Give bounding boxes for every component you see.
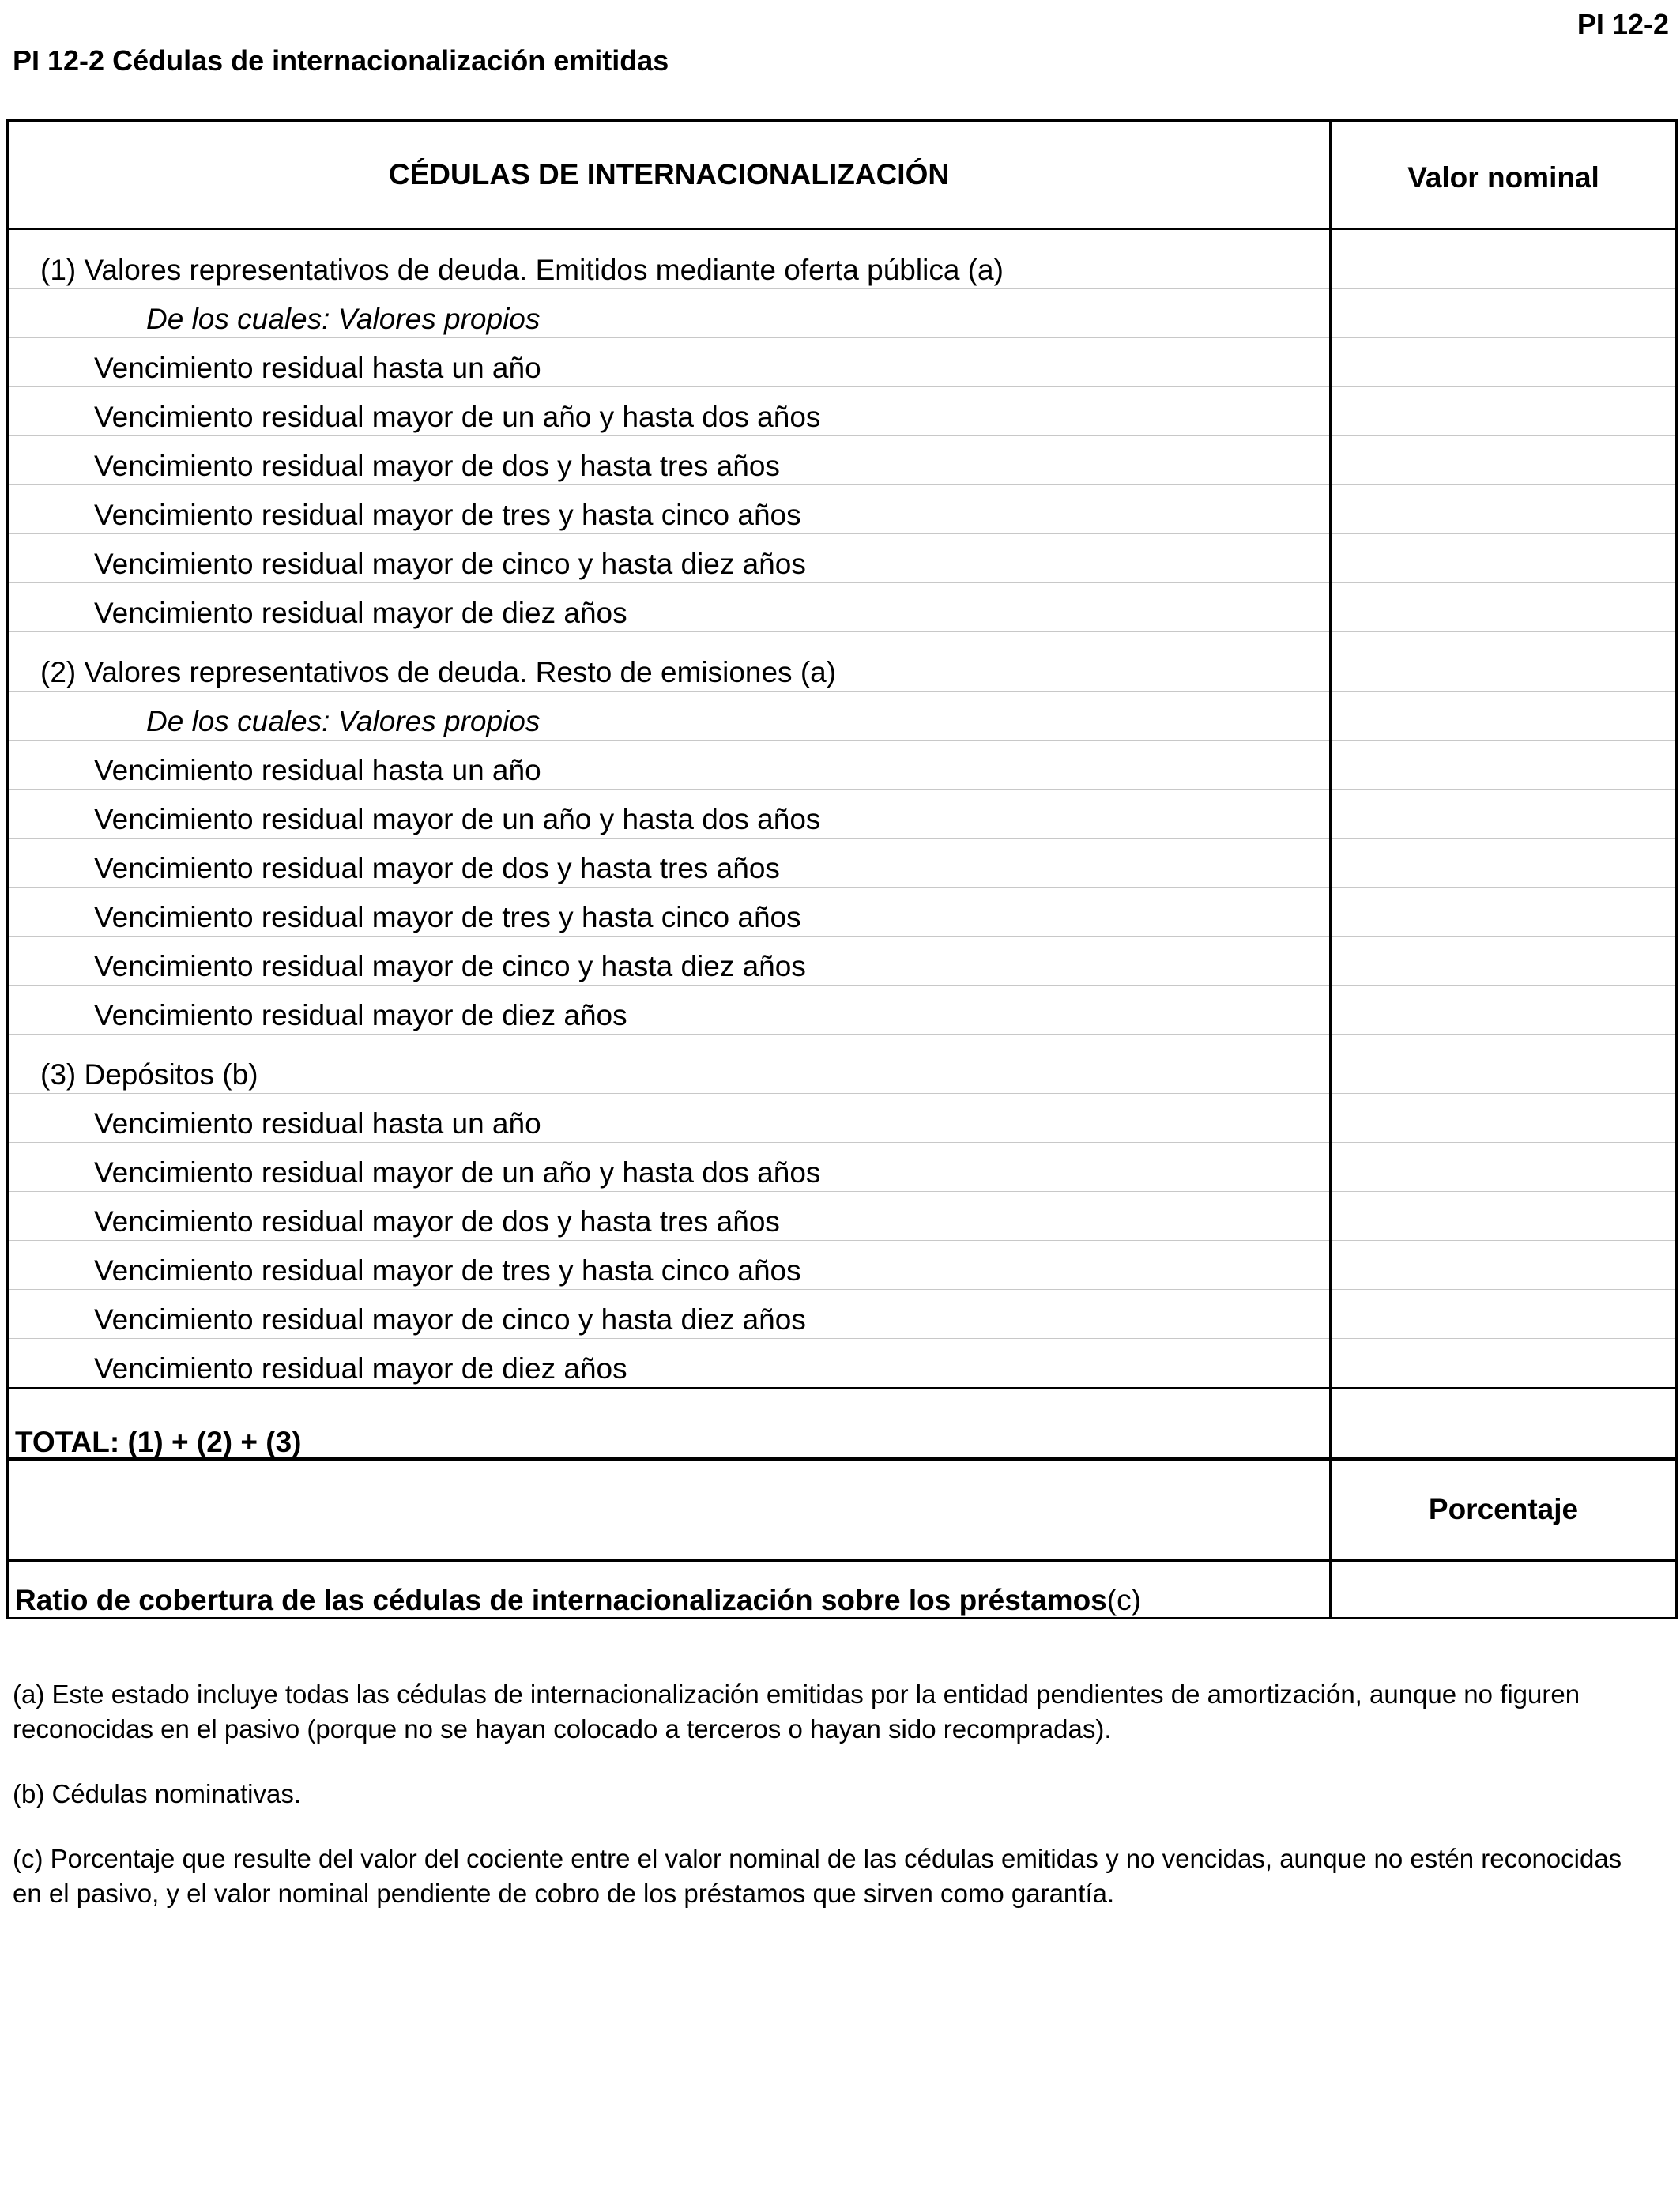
maturity-row-label: Vencimiento residual mayor de tres y hasta cinco años [8,485,1331,534]
table-row [8,485,1677,534]
footnote-a: (a) Este estado incluye todas las cédulas de internacionalización emitidas por la entidad pendientes de amortización, aunque no figuren reconocidas en el pasivo (porque no se hayan colocado a terceros o hayan sido recompradas). [13,1679,1580,1744]
valor-nominal-cell[interactable] [1331,1192,1677,1241]
valor-nominal-cell[interactable] [1331,1290,1677,1339]
table-row [8,1143,1677,1192]
cedulas-table [6,119,1678,1461]
valor-nominal-cell[interactable] [1331,632,1677,692]
valor-nominal-cell[interactable] [1331,1094,1677,1143]
maturity-row-label: Vencimiento residual mayor de dos y hasta tres años [8,839,1331,888]
column-header-valor-nominal: Valor nominal [1331,121,1677,229]
table-row [8,1290,1677,1339]
valor-nominal-cell[interactable] [1331,534,1677,583]
ratio-label [8,1561,1331,1619]
valor-nominal-cell[interactable] [1331,790,1677,839]
table-row [8,583,1677,632]
section-heading: (2) Valores representativos de deuda. Resto de emisiones (a) [8,632,1331,692]
table-row [8,741,1677,790]
table-row [8,338,1677,387]
column-header-porcentaje: Porcentaje [1331,1459,1677,1561]
table-row [8,534,1677,583]
valor-nominal-cell[interactable] [1331,888,1677,937]
maturity-row-label: Vencimiento residual mayor de dos y hasta tres años [8,436,1331,485]
total-row [8,1389,1677,1461]
ratio-header-empty [8,1459,1331,1561]
valor-nominal-cell[interactable] [1331,692,1677,741]
table-row [8,1241,1677,1290]
total-value-cell[interactable] [1331,1389,1677,1461]
column-header-cedulas: CÉDULAS DE INTERNACIONALIZACIÓN [8,121,1331,229]
valor-nominal-cell[interactable] [1331,1143,1677,1192]
table-row [8,986,1677,1035]
valor-nominal-cell[interactable] [1331,289,1677,338]
valor-nominal-cell[interactable] [1331,1339,1677,1389]
maturity-row-label: Vencimiento residual mayor de tres y hasta cinco años [8,888,1331,937]
maturity-row-label: Vencimiento residual mayor de un año y hasta dos años [8,790,1331,839]
table-row [8,1339,1677,1389]
maturity-row-label: Vencimiento residual mayor de cinco y hasta diez años [8,1290,1331,1339]
table-row [8,888,1677,937]
valor-nominal-cell[interactable] [1331,937,1677,986]
ratio-table [6,1457,1678,1619]
maturity-row-label: Vencimiento residual mayor de cinco y hasta diez años [8,534,1331,583]
page-code: PI 12-2 [1576,8,1669,40]
footnotes [13,1677,1656,1941]
table-row [8,1094,1677,1143]
table-row [8,839,1677,888]
table-row [8,229,1677,289]
valor-nominal-cell[interactable] [1331,338,1677,387]
total-label: TOTAL: (1) + (2) + (3) [15,1426,302,1458]
section-heading: (1) Valores representativos de deuda. Emitidos mediante oferta pública (a) [8,229,1331,289]
ratio-label-note: (c) [1106,1584,1141,1616]
valor-nominal-cell[interactable] [1331,986,1677,1035]
maturity-row-label: Vencimiento residual mayor de tres y hasta cinco años [8,1241,1331,1290]
maturity-row-label: Vencimiento residual mayor de un año y hasta dos años [8,387,1331,436]
subitem-valores-propios: De los cuales: Valores propios [8,289,1331,338]
subitem-valores-propios: De los cuales: Valores propios [8,692,1331,741]
ratio-value-cell[interactable] [1331,1561,1677,1619]
table-row [8,692,1677,741]
maturity-row-label: Vencimiento residual hasta un año [8,741,1331,790]
table-row [8,387,1677,436]
valor-nominal-cell[interactable] [1331,436,1677,485]
footnote-c: (c) Porcentaje que resulte del valor del cociente entre el valor nominal de las cédulas emitidas y no vencidas, aunque no estén reconocidas en el pasivo, y el valor nominal pendiente de cobro de los préstamos que sirven como garantía. [13,1844,1622,1908]
maturity-row-label: Vencimiento residual mayor de diez años [8,583,1331,632]
valor-nominal-cell[interactable] [1331,583,1677,632]
valor-nominal-cell[interactable] [1331,839,1677,888]
valor-nominal-cell[interactable] [1331,387,1677,436]
table-row [8,937,1677,986]
footnote-b: (b) Cédulas nominativas. [13,1779,301,1808]
valor-nominal-cell[interactable] [1331,741,1677,790]
table-row [8,289,1677,338]
page-title: PI 12-2 Cédulas de internacionalización emitidas [13,44,669,77]
maturity-row-label: Vencimiento residual hasta un año [8,338,1331,387]
table-row [8,436,1677,485]
table-row [8,1192,1677,1241]
maturity-row-label: Vencimiento residual mayor de diez años [8,1339,1331,1389]
maturity-row-label: Vencimiento residual mayor de un año y hasta dos años [8,1143,1331,1192]
maturity-row-label: Vencimiento residual mayor de dos y hasta tres años [8,1192,1331,1241]
valor-nominal-cell[interactable] [1331,485,1677,534]
section-heading: (3) Depósitos (b) [8,1035,1331,1094]
table-row [8,790,1677,839]
maturity-row-label: Vencimiento residual hasta un año [8,1094,1331,1143]
ratio-label-bold: Ratio de cobertura de las cédulas de internacionalización sobre los préstamos [15,1584,1107,1616]
table-row [8,632,1677,692]
valor-nominal-cell[interactable] [1331,229,1677,289]
table-row [8,1035,1677,1094]
valor-nominal-cell[interactable] [1331,1241,1677,1290]
maturity-row-label: Vencimiento residual mayor de cinco y hasta diez años [8,937,1331,986]
maturity-row-label: Vencimiento residual mayor de diez años [8,986,1331,1035]
valor-nominal-cell[interactable] [1331,1035,1677,1094]
